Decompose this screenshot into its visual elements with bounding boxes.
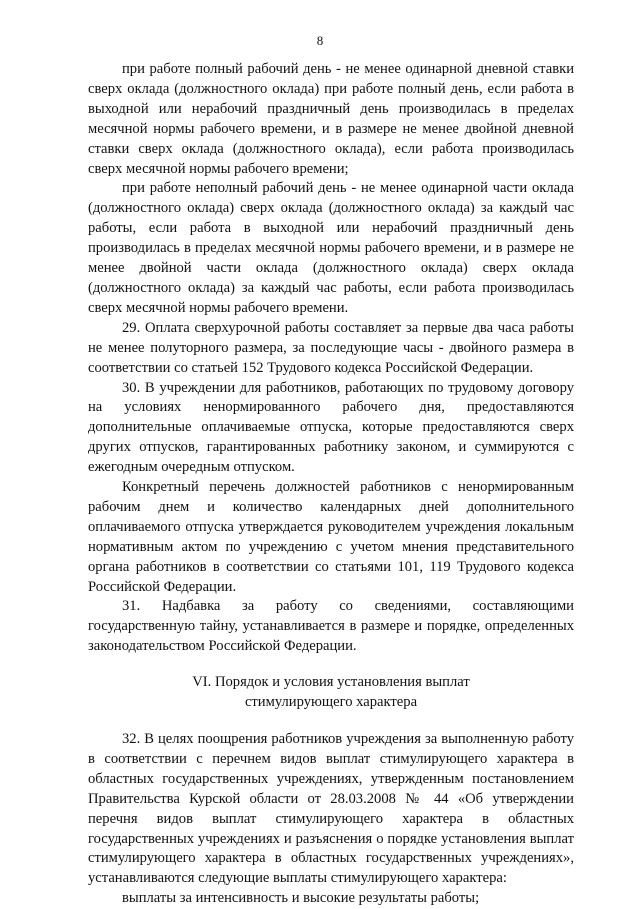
paragraph-30-irregular-hours: 30. В учреждении для работников, работающих по трудовому договору на условиях ненормированного рабочего дня, предоставляются дополнительные оплачиваемые отпуска, которые предоставляются сверх других отпусков, гарантированных работнику законом, и суммируются с ежегодным очередным отпуском.	[88, 379, 574, 476]
paragraph-full-day-pay: при работе полный рабочий день - не менее одинарной дневной ставки сверх оклада (должностного оклада) при работе полный день, если работа в выходной или нерабочий праздничный день производилась в пределах месячной нормы рабочего времени, и в размере не менее двойной дневной ставки сверх оклада (должностного оклада), если работа производилась сверх месячной нормы рабочего времени;	[88, 61, 574, 177]
section-heading-line-1: VI. Порядок и условия установления выплат	[192, 674, 470, 691]
section-heading-line-2: стимулирующего характера	[244, 694, 418, 711]
document-body	[88, 60, 574, 909]
paragraph-29-overtime: 29. Оплата сверхурочной работы составляет за первые два часа работы не менее полуторного размера, за последующие часы - двойного размера в соответствии со статьей 152 Трудового кодекса Российской Федерации.	[88, 319, 574, 376]
section-heading	[88, 673, 574, 713]
paragraph-part-time-pay: при работе неполный рабочий день - не менее одинарной части оклада (должностного оклада) сверх оклада (должностного оклада) за каждый час работы, если работа в выходной или нерабочий праздничный день производилась в пределах месячной нормы рабочего времени, и в размере не менее двойной части оклада (должностного оклада) сверх оклада (должностного оклада) за каждый час работы, если работа производилась сверх месячной нормы рабочего времени.	[88, 180, 574, 316]
page-number: 8	[316, 33, 324, 48]
paragraph-intensity-payments: выплаты за интенсивность и высокие результаты работы;	[122, 890, 480, 907]
paragraph-31-secrecy-bonus: 31. Надбавка за работу со сведениями, составляющими государственную тайну, устанавливается в размере и порядке, определенных законодательством Российской Федерации.	[88, 598, 574, 655]
paragraph-positions-list: Конкретный перечень должностей работников с ненормированным рабочим днем и количество календарных дней дополнительного оплачиваемого отпуска утверждается руководителем учреждения локальным нормативным актом по учреждению с учетом мнения представительного органа работников в соответствии со статьями 101, 119 Трудового кодекса Российской Федерации.	[88, 479, 574, 595]
paragraph-32-incentives: 32. В целях поощрения работников учреждения за выполненную работу в соответствии с перечнем видов выплат стимулирующего характера в областных государственных учреждениях, утвержденным постановлением Правительства Курской области от 28.03.2008 № 44 «Об утверждении перечня видов выплат стимулирующего характера в областных государственных учреждениях и разъяснения о порядке установления выплат стимулирующего характера в областных государственных учреждениях», устанавливаются следующие выплаты стимулирующего характера:	[88, 731, 574, 887]
